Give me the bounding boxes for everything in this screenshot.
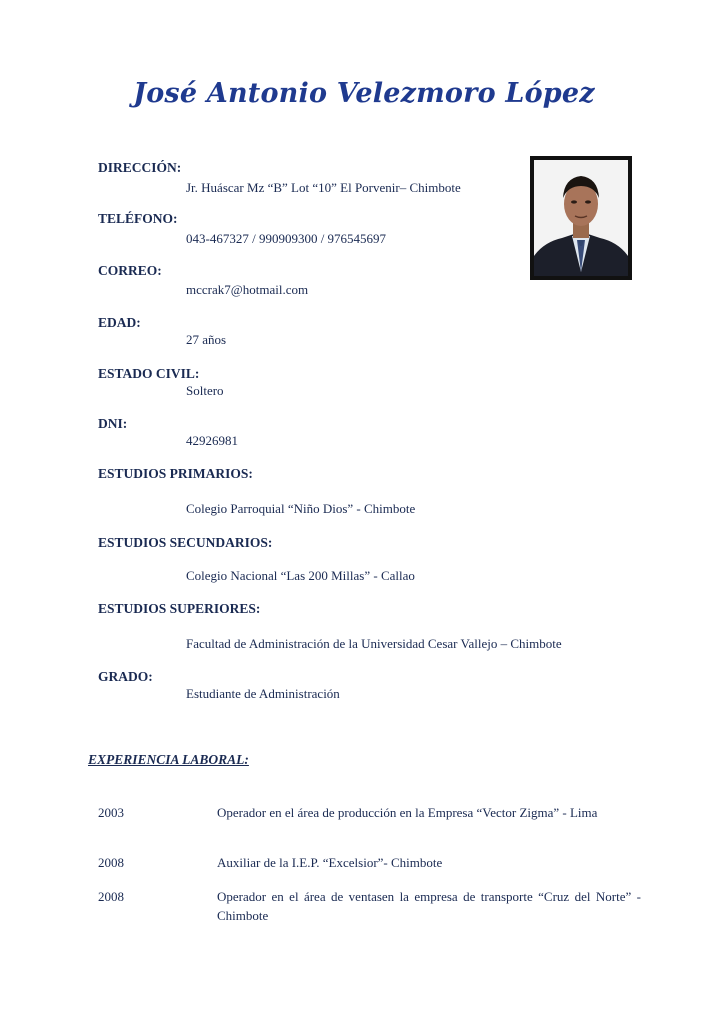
experience-year: 2008 — [98, 855, 124, 870]
experience-description: Auxiliar de la I.E.P. “Excelsior”- Chimbote — [217, 855, 443, 870]
experience-year: 2008 — [98, 889, 124, 904]
experience-description: Operador en el área de ventasen la empresa de transporte “Cruz del Norte” - Chimbote — [217, 889, 641, 923]
field-label-estudios-superiores: ESTUDIOS SUPERIORES: — [98, 601, 261, 616]
cv-name: José Antonio Velezmoro López — [133, 78, 595, 109]
field-value-telefono: 043-467327 / 990909300 / 976545697 — [186, 231, 387, 246]
field-value-estudios-primarios: Colegio Parroquial “Niño Dios” - Chimbote — [186, 501, 416, 516]
field-value-direccion: Jr. Huáscar Mz “B” Lot “10” El Porvenir– Chimbote — [186, 180, 461, 195]
experience-year: 2003 — [98, 805, 124, 820]
field-value-edad: 27 años — [186, 332, 227, 347]
field-label-telefono: TELÉFONO: — [98, 211, 178, 226]
field-label-edad: EDAD: — [98, 315, 141, 330]
field-label-dni: DNI: — [98, 416, 128, 431]
field-value-correo: mccrak7@hotmail.com — [186, 282, 309, 297]
profile-photo-image — [534, 160, 628, 276]
profile-photo — [530, 156, 632, 280]
field-value-estudios-superiores: Facultad de Administración de la Universidad Cesar Vallejo – Chimbote — [186, 636, 562, 651]
field-label-correo: CORREO: — [98, 263, 162, 278]
field-label-estudios-primarios: ESTUDIOS PRIMARIOS: — [98, 466, 253, 481]
field-value-estado-civil: Soltero — [186, 383, 224, 398]
field-label-estado-civil: ESTADO CIVIL: — [98, 366, 200, 381]
field-label-direccion: DIRECCIÓN: — [98, 160, 182, 175]
field-value-grado: Estudiante de Administración — [186, 686, 340, 701]
experience-heading: EXPERIENCIA LABORAL: — [88, 752, 249, 767]
experience-description: Operador en el área de producción en la Empresa “Vector Zigma” - Lima — [217, 805, 598, 820]
field-label-estudios-secundarios: ESTUDIOS SECUNDARIOS: — [98, 535, 273, 550]
field-value-estudios-secundarios: Colegio Nacional “Las 200 Millas” - Callao — [186, 568, 415, 583]
field-value-dni: 42926981 — [186, 433, 238, 448]
field-label-grado: GRADO: — [98, 669, 153, 684]
